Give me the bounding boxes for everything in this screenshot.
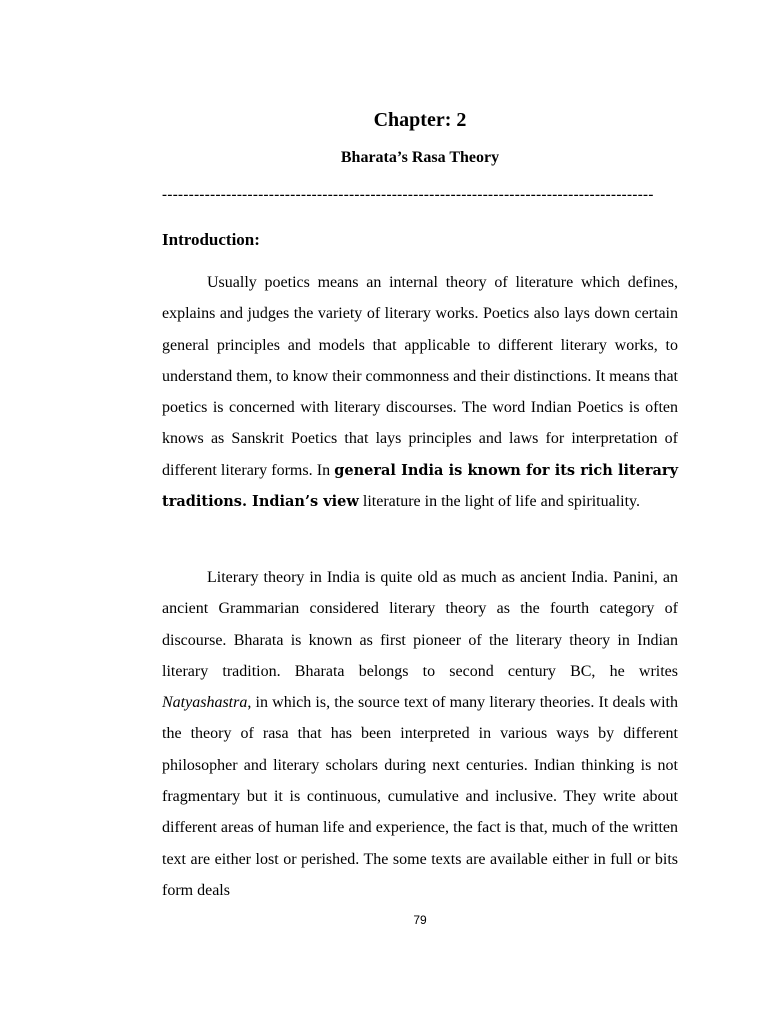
section-divider: --------------------------------------------------------------------------------------------	[162, 187, 654, 203]
paragraph-text: , in which is, the source text of many literary theories. It deals with the theory of rasa that has been interpreted in various ways by different philosopher and literary scholars during next centuries. Indian thinking is not fragmentary but it is continuous, cumulative and inclusive. They write about different areas of human life and experience, the fact is that, much of the written text are either lost or perished. The some texts are available either in full or bits form deals	[162, 694, 678, 899]
paragraph-text: literature in the light of life and spirituality.	[358, 493, 640, 511]
chapter-heading: Chapter: 2	[373, 109, 467, 131]
italic-title-text: Natyashastra	[162, 694, 248, 712]
chapter-subtitle: Bharata’s Rasa Theory	[340, 149, 500, 166]
paragraph-text: Literary theory in India is quite old as much as ancient India. Panini, an ancient Grammarian considered literary theory as the fourth category of discourse. Bharata is known as first pioneer of the literary theory in Indian literary tradition. Bharata belongs to second century BC, he writes	[162, 569, 678, 680]
page-number: 79	[413, 913, 427, 927]
paragraph-text: Usually poetics means an internal theory of literature which defines, explains and judges the variety of literary works. Poetics also lays down certain general principles and models that applicable to different literary works, to understand them, to know their commonness and their distinctions. It means that poetics is concerned with literary discourses. The word Indian Poetics is often knows as Sanskrit Poetics that lays principles and laws for interpretation of different literary forms. In	[162, 274, 678, 479]
paragraph-introduction	[162, 267, 678, 517]
paragraph-emphasis-text: general India is known for its rich literary traditions. Indian’s view	[162, 461, 678, 511]
paragraph-literary-theory	[162, 562, 678, 906]
section-heading: Introduction:	[162, 230, 260, 249]
